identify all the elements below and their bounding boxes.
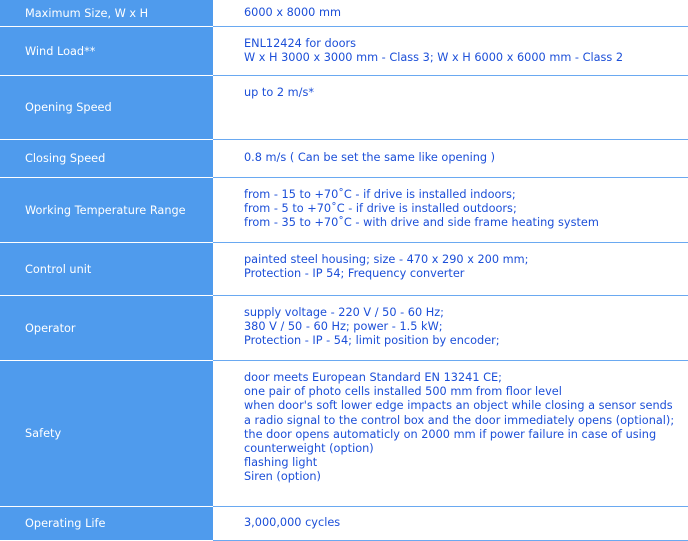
value-line: supply voltage - 220 V / 50 - 60 Hz; [244,306,444,319]
row-label-wind-load: Wind Load** [0,27,213,76]
value-line: Siren (option) [244,470,321,484]
value-line: painted steel housing; size - 470 x 290 x 200 mm; [244,253,529,266]
row-value-safety [213,361,688,507]
value-line: counterweight (option) [244,442,374,456]
row-value-wind-load [213,27,688,76]
row-label-maximum-size: Maximum Size, W x H [0,0,213,27]
row-value-working-temperature-range [213,178,688,243]
row-value-operating-life [213,507,688,541]
value-line: 0.8 m/s ( Can be set the same like opening ) [244,151,496,165]
value-line: from - 15 to +70˚C - if drive is installed indoors; [244,188,516,201]
row-label-control-unit: Control unit [0,243,213,296]
value-line: 380 V / 50 - 60 Hz; power - 1.5 kW; [244,320,443,334]
value-line: up to 2 m/s* [244,86,314,99]
value-line: 6000 x 8000 mm [244,5,341,19]
value-line: a radio signal to the control box and the door immediately opens (optional); [244,413,675,427]
value-line: from - 35 to +70˚C - with drive and side frame heating system [244,216,599,230]
row-label-operator: Operator [0,296,213,361]
row-label-operating-life: Operating Life [0,507,213,541]
value-line: ENL12424 for doors [244,37,357,50]
value-line: Protection - IP - 54; limit position by encoder; [244,334,500,348]
value-line: W x H 3000 x 3000 mm - Class 3; W x H 6000 x 6000 mm - Class 2 [244,51,624,65]
row-value-closing-speed [213,140,688,178]
row-value-operator [213,296,688,361]
value-line: from - 5 to +70˚C - if drive is installed outdoors; [244,202,517,216]
value-line: one pair of photo cells installed 500 mm from floor level [244,385,562,399]
value-line: the door opens automaticly on 2000 mm if power failure in case of using [244,427,657,441]
value-line: flashing light [244,456,318,470]
row-label-safety: Safety [0,361,213,507]
row-value-opening-speed [213,76,688,140]
value-line: when door's soft lower edge impacts an object while closing a sensor sends [244,399,673,413]
row-value-control-unit [213,243,688,296]
value-line: Protection - IP 54; Frequency converter [244,267,465,281]
row-label-closing-speed: Closing Speed [0,140,213,178]
row-label-working-temperature-range: Working Temperature Range [0,178,213,243]
row-value-maximum-size [213,0,688,27]
value-line: 3,000,000 cycles [244,516,341,530]
row-label-opening-speed: Opening Speed [0,76,213,140]
value-line: door meets European Standard EN 13241 CE; [244,371,502,384]
